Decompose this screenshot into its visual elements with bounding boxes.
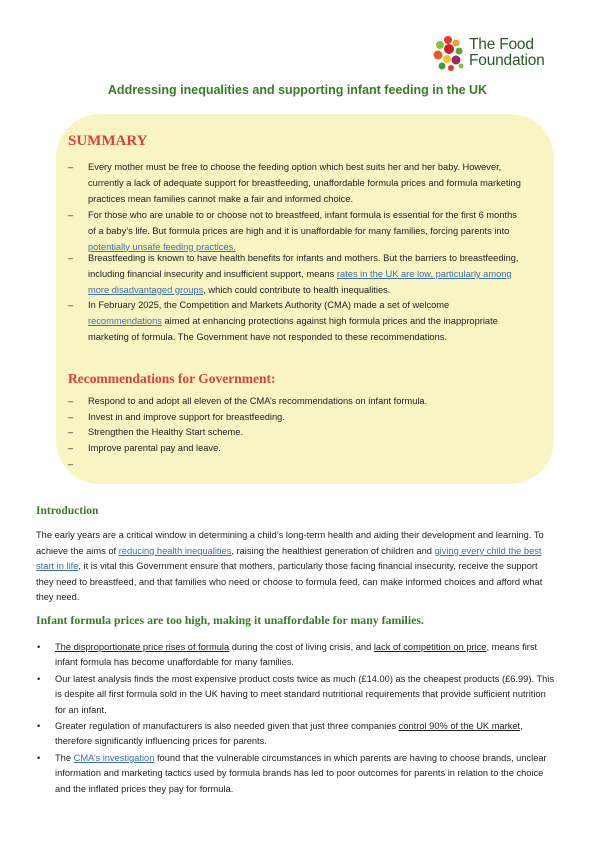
document-title: Addressing inequalities and supporting infant feeding in the UK	[107, 83, 488, 97]
summary-item-text: For those who are unable to or choose not to breastfeed, infant formula is essential for the first 6 months of a baby’s life. But formula prices are high and it is unaffordable for many families, forcing parents into	[88, 210, 517, 236]
unsafe-feeding-link[interactable]: potentially unsafe feeding practices.	[88, 241, 236, 252]
introduction-paragraph: The early years are a critical window in determining a child’s long-term health and aiding their development and learning. To achieve the aims of reducing health inequalities, raising the healthiest generation of children and giving every child the best start in life, it is vital this Government ensure that mothers, particularly those facing financial insecurity, receive the support they need to breastfeed, and that families who need or choose to formula feed, can make informed choices and afford what they need.	[36, 530, 544, 603]
logo-line-1: The Food	[469, 36, 534, 53]
recommendations-heading: Recommendations for Government:	[68, 371, 276, 386]
logo-line-2: Foundation	[469, 52, 545, 69]
cma-investigation-link[interactable]: CMA’s investigation	[73, 753, 155, 763]
formula-prices-heading: Infant formula prices are too high, making it unaffordable for many families.	[36, 613, 424, 627]
competition-link[interactable]: lack of competition on price	[373, 642, 487, 652]
summary-item-text: In February 2025, the Competition and Markets Authority (CMA) made a set of welcome	[88, 300, 450, 310]
fruit-cluster-icon	[432, 34, 468, 74]
best-start-in-life-link[interactable]: giving every child the best start in life	[36, 545, 542, 572]
breastfeeding-rates-link[interactable]: rates in the UK are low, particularly among more disadvantaged groups	[88, 268, 512, 295]
health-inequalities-link[interactable]: reducing health inequalities	[118, 545, 232, 556]
introduction-heading: Introduction	[36, 505, 99, 517]
market-control-link[interactable]: control 90% of the UK market	[398, 721, 521, 731]
price-rises-link[interactable]: The disproportionate price rises of formula	[55, 642, 230, 652]
summary-heading: SUMMARY	[68, 133, 148, 149]
food-foundation-logo	[432, 34, 562, 74]
cma-recommendations-link[interactable]: recommendations	[88, 315, 162, 326]
summary-item-text: Every mother must be free to choose the feeding option which best suits her and her baby. However, currently a lack of adequate support for breastfeeding, unaffordable formula prices and formula marketing practices mean families cannot make a fair and informed choice.	[88, 162, 521, 204]
summary-item-text: Breastfeeding is known to have health benefits for infants and mothers. But the barriers to breastfeeding, including financial insecurity and insufficient support, means	[88, 253, 519, 279]
